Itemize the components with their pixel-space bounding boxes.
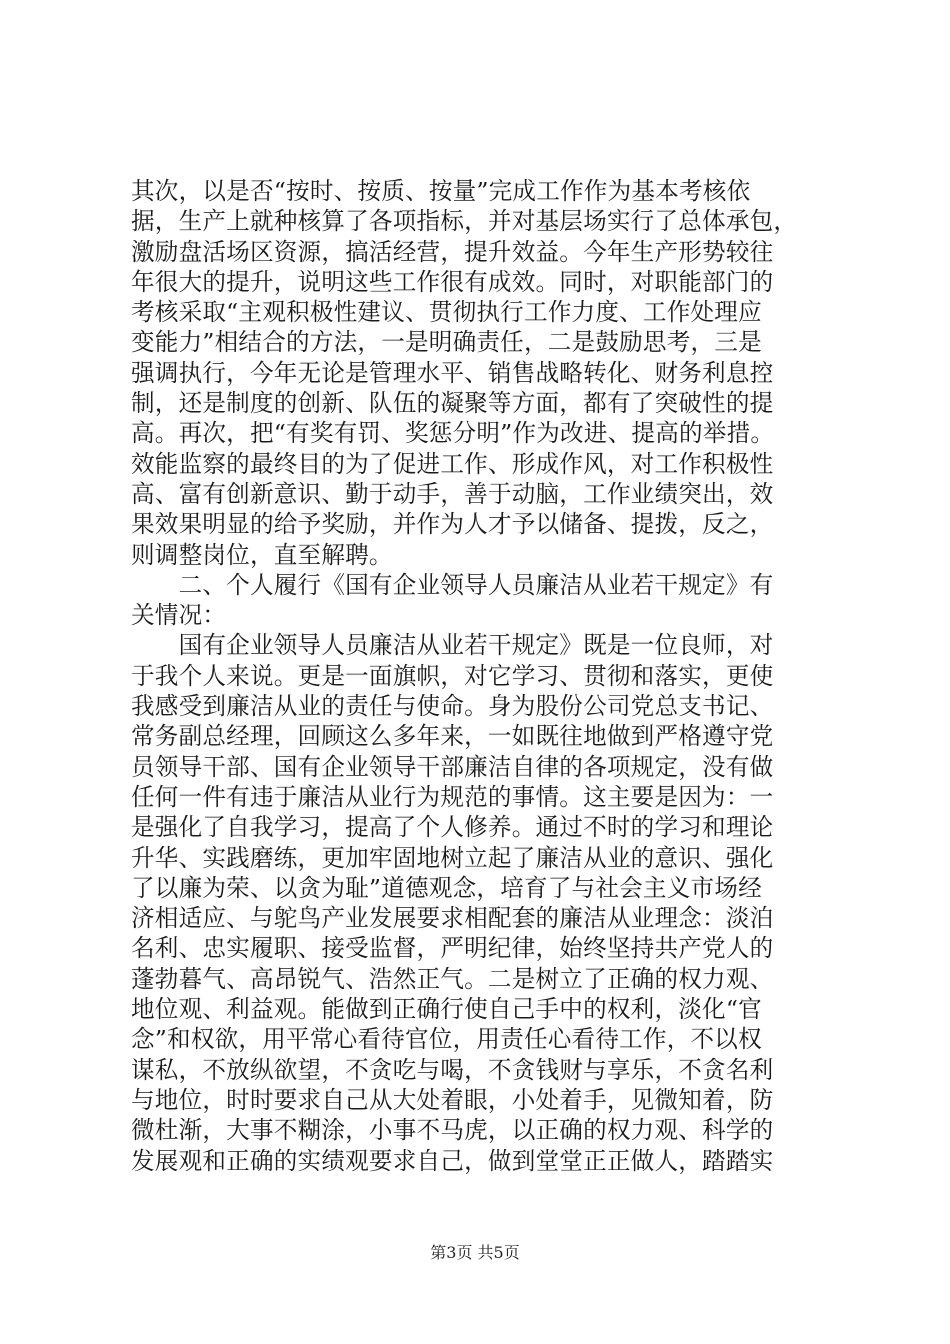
text-line: 于我个人来说。更是一面旗帜，对它学习、贯彻和落实，更使	[131, 661, 774, 690]
text-line: 其次，以是否“按时、按质、按量”完成工作作为基本考核依	[131, 177, 751, 205]
text-line: 据，生产上就种核算了各项指标，并对基层场实行了总体承包，	[131, 207, 798, 236]
text-line: 我感受到廉洁从业的责任与使命。身为股份公司党总支书记、	[131, 692, 774, 721]
text-line: 地位观、利益观。能做到正确行使自己手中的权利，淡化“官	[131, 995, 762, 1024]
text-line: 员领导干部、国有企业领导干部廉洁自律的各项规定，没有做	[131, 752, 774, 781]
text-line: 效能监察的最终目的为了促进工作、形成作风，对工作积极性	[131, 449, 774, 478]
text-line: 是强化了自我学习，提高了个人修养。通过不时的学习和理论	[131, 813, 774, 842]
text-line: 常务副总经理，回顾这么多年来，一如既往地做到严格遵守党	[131, 722, 774, 751]
page-footer: 第3页 共5页	[430, 1243, 520, 1262]
text-line: 名利、忠实履职、接受监督，严明纪律，始终坚持共产党人的	[131, 934, 774, 963]
text-line: 发展观和正确的实绩观要求自己，做到堂堂正正做人，踏踏实	[131, 1146, 774, 1175]
text-line: 强调执行，今年无论是管理水平、销售战略转化、财务利息控	[131, 358, 774, 387]
text-line: 念”和权欲，用平常心看待官位，用责任心看待工作，不以权	[131, 1025, 762, 1054]
text-line: 二、个人履行《国有企业领导人员廉洁从业若干规定》有	[131, 570, 774, 599]
text-line: 考核采取“主观积极性建议、贯彻执行工作力度、工作处理应	[131, 298, 762, 327]
text-line: 蓬勃暮气、高昂锐气、浩然正气。二是树立了正确的权力观、	[131, 964, 774, 993]
text-line: 与地位，时时要求自己从大处着眼，小处着手，见微知着，防	[131, 1085, 774, 1114]
text-line: 关情况：	[131, 601, 227, 630]
text-line: 谋私，不放纵欲望，不贪吃与喝，不贪钱财与享乐，不贪名利	[131, 1055, 774, 1084]
text-line: 果效果明显的给予奖励，并作为人才予以储备、提拨，反之，	[131, 510, 774, 539]
text-line: 高。再次，把“有奖有罚、奖惩分明”作为改进、提高的举措。	[131, 419, 775, 448]
document-body	[131, 176, 851, 1176]
text-line: 激励盘活场区资源，搞活经营，提升效益。今年生产形势较往	[131, 237, 774, 266]
text-line: 制，还是制度的创新、队伍的凝聚等方面，都有了突破性的提	[131, 389, 774, 418]
text-line: 升华、实践磨练，更加牢固地树立起了廉洁从业的意识、强化	[131, 843, 774, 872]
text-line: 则调整岗位，直至解聘。	[131, 540, 393, 569]
text-line: 变能力”相结合的方法，一是明确责任，二是鼓励思考，三是	[131, 328, 762, 357]
text-line: 任何一件有违于廉洁从业行为规范的事情。这主要是因为：一	[131, 782, 774, 811]
text-line: 了以廉为荣、以贪为耻”道德观念，培育了与社会主义市场经	[131, 873, 762, 902]
text-line: 高、富有创新意识、勤于动手，善于动脑，工作业绩突出，效	[131, 479, 774, 508]
text-line: 国有企业领导人员廉洁从业若干规定》既是一位良师，对	[131, 631, 774, 660]
text-line: 微杜渐，大事不糊涂，小事不马虎，以正确的权力观、科学的	[131, 1116, 774, 1145]
text-line: 济相适应、与鸵鸟产业发展要求相配套的廉洁从业理念：淡泊	[131, 904, 774, 933]
text-line: 年很大的提升，说明这些工作很有成效。同时，对职能部门的	[131, 267, 774, 296]
